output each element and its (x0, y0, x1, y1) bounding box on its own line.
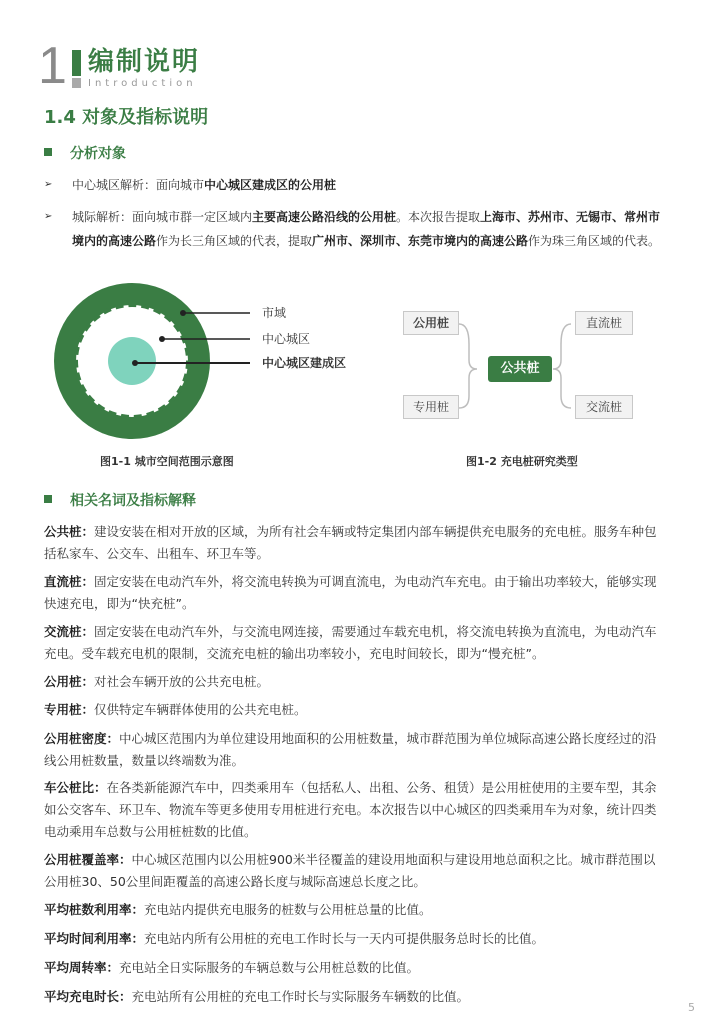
chapter-accent-bar (72, 50, 81, 76)
figure2-caption: 图1-2 充电桩研究类型 (466, 455, 578, 468)
analysis-bullet-1: ➢ 中心城区解析：面向城市中心城区建成区的公用桩 (44, 173, 664, 197)
right-brace (553, 324, 571, 408)
figure1-caption: 图1-1 城市空间范围示意图 (100, 455, 234, 468)
label-city: 市域 (262, 306, 287, 320)
box-dc-pile: 直流桩 (575, 311, 633, 335)
analysis-bullet-2: ➢ 城际解析：面向城市群一定区域内主要高速公路沿线的公用桩。本次报告提取上海市、苏州市、无锡市、常州市境内的高速公路作为长三角区域的代表，提取广州市、深圳市、东莞市境内的高速公路作为珠三角区域的代表。 (44, 205, 664, 253)
chapter-title: 编制说明 (88, 47, 201, 77)
section-title: 1.4 对象及指标说明 (44, 107, 209, 128)
term-pile-density: 公用桩密度：中心城区范围内为单位建设用地面积的公用桩数量，城市群范围为单位城际高速公路长度经过的沿线公用桩数量，数量以终端数为准。 (44, 731, 657, 768)
term-avg-pile-utilization: 平均桩数利用率：充电站内提供充电服务的桩数与公用桩总量的比值。 (44, 902, 432, 917)
leader-dot-outer (180, 310, 186, 316)
term-coverage-rate: 公用桩覆盖率：中心城区范围内以公用桩900米半径覆盖的建设用地面积与建设用地总面积之比。城市群范围以公用桩30、50公里间距覆盖的高速公路长度与城际高速总长度之比。 (44, 852, 656, 889)
terms-heading-text: 相关名词及指标解释 (70, 493, 196, 509)
chapter-accent-bar-gray (72, 78, 81, 88)
chapter-subtitle: Introduction (88, 78, 197, 89)
analysis-heading-text: 分析对象 (70, 146, 126, 162)
arrow-bullet-icon: ➢ (44, 179, 53, 190)
term-avg-charge-duration: 平均充电时长：充电站所有公用桩的充电工作时长与实际服务车辆数的比值。 (44, 989, 470, 1004)
term-ac-pile: 交流桩：固定安装在电动汽车外，与交流电网连接，需要通过车载充电机，将交流电转换为直流电，为电动汽车充电。受车载充电机的限制，交流充电桩的输出功率较小，充电时间较长，即为“慢充桩”。 (44, 624, 657, 661)
box-public-use-pile: 公用桩 (403, 311, 459, 335)
term-vehicle-pile-ratio: 车公桩比：在各类新能源汽车中，四类乘用车（包括私人、出租、公务、租赁）是公用桩使用的主要车型，其余如公交客车、环卫车、物流车等更多使用专用桩进行充电。本次报告以中心城区的四类乘用车为对象，统计四类电动乘用车总数与公用桩桩数的比值。 (44, 780, 657, 839)
square-bullet-icon (44, 148, 52, 156)
term-avg-turnover: 平均周转率：充电站全日实际服务的车辆总数与公用桩总数的比值。 (44, 960, 420, 975)
page-number: 5 (688, 1001, 695, 1014)
pile-type-connectors (455, 318, 580, 422)
terms-heading (44, 491, 196, 511)
box-public-pile: 公共桩 (488, 356, 552, 382)
analysis-heading (44, 144, 126, 164)
label-built-area: 中心城区建成区 (262, 356, 347, 370)
term-dedicated-pile: 专用桩：仅供特定车辆群体使用的公共充电桩。 (44, 702, 307, 717)
leader-dot-middle (159, 336, 165, 342)
label-center-district: 中心城区 (262, 332, 311, 346)
box-dedicated-pile: 专用桩 (403, 395, 459, 419)
leader-dot-inner (132, 360, 138, 366)
term-avg-time-utilization: 平均时间利用率：充电站内所有公用桩的充电工作时长与一天内可提供服务总时长的比值。 (44, 931, 545, 946)
term-dc-pile: 直流桩：固定安装在电动汽车外，将交流电转换为可调直流电，为电动汽车充电。由于输出功率较大，能够实现快速充电，即为“快充桩”。 (44, 574, 657, 611)
term-public-pile: 公共桩：建设安装在相对开放的区域，为所有社会车辆或特定集团内部车辆提供充电服务的充电桩。服务车种包括私家车、公交车、出租车、环卫车等。 (44, 524, 657, 561)
arrow-bullet-icon: ➢ (44, 211, 53, 222)
chapter-number: 1 (38, 37, 67, 95)
inner-circle-built-area (108, 337, 156, 385)
square-bullet-icon (44, 495, 52, 503)
term-public-use-pile: 公用桩：对社会车辆开放的公共充电桩。 (44, 674, 270, 689)
box-ac-pile: 交流桩 (575, 395, 633, 419)
left-brace (459, 324, 477, 408)
